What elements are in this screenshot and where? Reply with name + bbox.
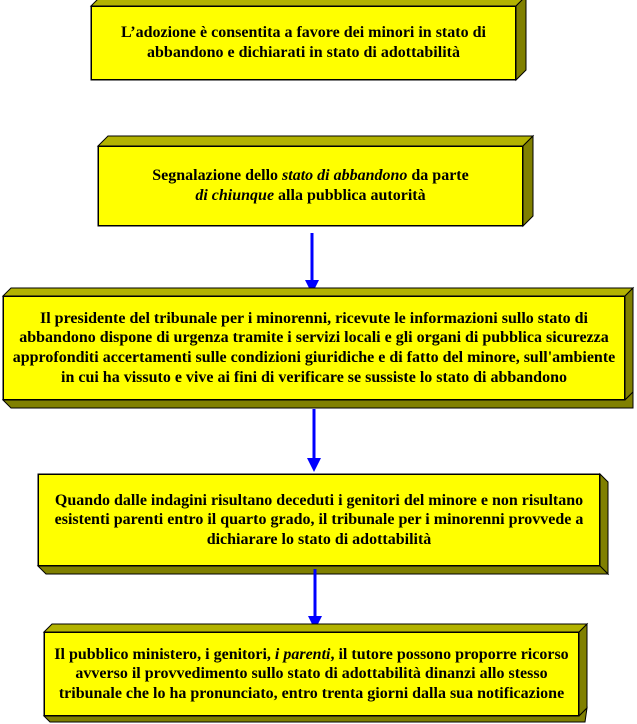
box-indagini-text: Quando dalle indagini risultano deceduti i genitori del minore e non risultano esistenti parenti entro il quarto grado, il tribunale per i minorenni provvede a dichiarare lo stato di adottabilità bbox=[54, 491, 584, 548]
box-indagini bbox=[38, 474, 600, 566]
seg-text-italic-2: di chiunque bbox=[195, 187, 275, 204]
box-4-bottom-face bbox=[38, 566, 608, 574]
seg-text-italic-1: stato di abbandono bbox=[282, 167, 408, 185]
box-adozione-text: L’adozione è consentita a favore dei minori in stato di abbandono e dichiarati in stato di adottabilità bbox=[121, 24, 486, 61]
seg-text-3: alla pubblica autorità bbox=[274, 187, 426, 204]
arrow-2-head bbox=[307, 458, 321, 472]
box-presidente-tribunale bbox=[3, 296, 625, 400]
box-ricorso bbox=[44, 632, 579, 716]
box-segnalazione-text bbox=[152, 166, 468, 205]
box-4-side-face bbox=[600, 474, 608, 574]
box-3-top-face bbox=[3, 288, 633, 296]
box-5-side-face bbox=[579, 624, 587, 716]
box-segnalazione bbox=[98, 146, 523, 226]
box-2-top-face bbox=[98, 136, 533, 146]
ricorso-text-2: , il tutore possono proporre ricorso avverso il provvedimento sullo stato di adottabilità dinanzi allo stesso tribunale che lo ha pronunciato, entro trenta giorni dalla sua notificazione bbox=[58, 645, 569, 702]
box-1-side-face bbox=[516, 0, 526, 80]
box-3-side-face bbox=[625, 288, 633, 400]
box-2-side-face bbox=[523, 136, 533, 226]
box-adozione bbox=[91, 6, 516, 80]
box-presidente-text: Il presidente del tribunale per i minorenni, ricevute le informazioni sullo stato di abbandono dispone di urgenza tramite i servizi locali e gli organi di pubblica sicurezza approfonditi accertamenti sulle condizioni giuridiche e di fatto del minore, sull'ambiente in cui ha vissuto e vive ai fini di verificare se sussiste lo stato di abbandono bbox=[12, 309, 616, 386]
box-ricorso-text bbox=[51, 645, 572, 704]
ricorso-text-1: Il pubblico ministero, i genitori, bbox=[54, 645, 275, 663]
seg-text-2: da parte bbox=[407, 167, 469, 185]
box-5-top-face bbox=[44, 624, 587, 632]
ricorso-text-italic: i parenti bbox=[274, 645, 331, 663]
seg-text-1: Segnalazione dello bbox=[152, 167, 283, 185]
